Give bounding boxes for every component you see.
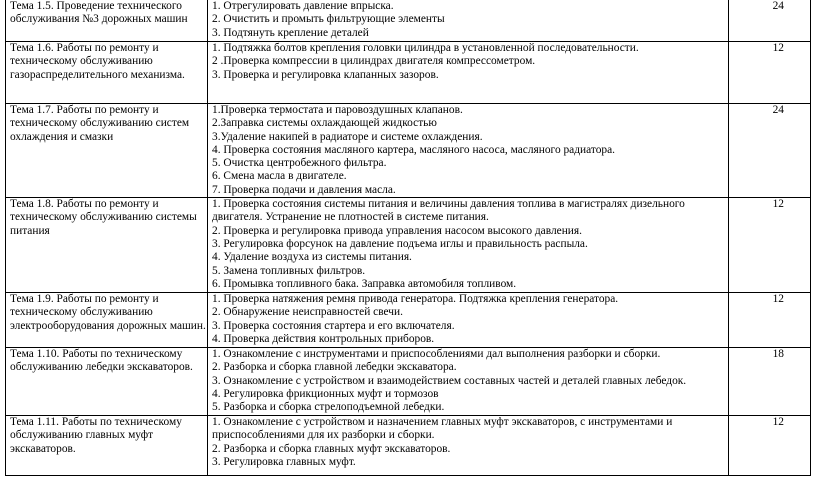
hours-cell: 18 bbox=[729, 348, 811, 416]
hours-cell: 12 bbox=[729, 198, 811, 293]
topic-cell: Тема 1.7. Работы по ремонту и техническому обслуживанию систем охлаждения и смазки bbox=[6, 104, 208, 198]
hours-cell: 12 bbox=[729, 42, 811, 104]
table-row bbox=[6, 416, 811, 476]
work-item: 2. Разборка и сборка главных муфт экскаваторов. bbox=[212, 442, 451, 455]
topic-cell: Тема 1.11. Работы по техническому обслуживанию главных муфт экскаваторов. bbox=[6, 416, 208, 476]
work-item: 3. Подтянуть крепление деталей bbox=[212, 26, 369, 39]
works-cell bbox=[208, 416, 729, 476]
work-item: 1. Ознакомление с инструментами и приспособлениями дал выполнения разборки и сборки. bbox=[212, 348, 661, 361]
practice-topics-table bbox=[5, 0, 811, 476]
work-item: 2. Очистить и промыть фильтрующие элементы bbox=[212, 13, 445, 26]
work-item: 2. Разборка и сборка главной лебедки экскаватора. bbox=[212, 361, 457, 374]
work-item: 3. Регулировка главных муфт. bbox=[212, 455, 356, 468]
work-item: 2. Обнаружение неисправностей свечи. bbox=[212, 306, 403, 319]
table-row bbox=[6, 198, 811, 293]
table-row bbox=[6, 0, 811, 42]
work-item: 5. Замена топливных фильтров. bbox=[212, 264, 366, 277]
topic-cell: Тема 1.8. Работы по ремонту и техническому обслуживанию системы питания bbox=[6, 198, 208, 293]
work-item: 1. Проверка натяжения ремня привода генератора. Подтяжка крепления генератора. bbox=[212, 293, 619, 306]
hours-cell: 24 bbox=[729, 104, 811, 198]
topic-cell: Тема 1.6. Работы по ремонту и техническому обслуживанию газораспределительного механизма. bbox=[6, 42, 208, 104]
works-cell bbox=[208, 293, 729, 348]
work-item: 1. Ознакомление с устройством и назначением главных муфт экскаваторов, с инструментами и приспособлениями для их разборки и сборки. bbox=[212, 416, 673, 442]
work-item: 4. Удаление воздуха из системы питания. bbox=[212, 251, 412, 264]
table-row bbox=[6, 348, 811, 416]
work-item: 1. Проверка состояния системы питания и величины давления топлива в магистралях дизельного двигателя. Устранение не плотностей в системе питания. bbox=[212, 198, 685, 224]
hours-cell: 12 bbox=[729, 293, 811, 348]
hours-cell: 24 bbox=[729, 0, 811, 42]
works-cell bbox=[208, 0, 729, 42]
table-row bbox=[6, 293, 811, 348]
table-row bbox=[6, 104, 811, 198]
works-cell bbox=[208, 348, 729, 416]
works-cell bbox=[208, 198, 729, 293]
table-row bbox=[6, 42, 811, 104]
work-item: 4. Проверка состояния масляного картера, масляного насоса, масляного радиатора. bbox=[212, 143, 616, 156]
work-item: 2. Проверка и регулировка привода управления насосом высокого давления. bbox=[212, 224, 582, 237]
work-item: 3. Регулировка форсунок на давление подъема иглы и правильность распыла. bbox=[212, 237, 588, 250]
work-item: 6. Смена масла в двигателе. bbox=[212, 170, 347, 183]
work-item: 5. Разборка и сборка стрелоподъемной лебедки. bbox=[212, 401, 445, 414]
work-item: 2.Заправка системы охлаждающей жидкостью bbox=[212, 117, 437, 130]
topic-cell: Тема 1.9. Работы по ремонту и техническому обслуживанию электрооборудования дорожных машин. bbox=[6, 293, 208, 348]
work-item: 3. Проверка и регулировка клапанных зазоров. bbox=[212, 68, 439, 81]
works-cell bbox=[208, 42, 729, 104]
work-item: 5. Очистка центробежного фильтра. bbox=[212, 157, 387, 170]
works-cell bbox=[208, 104, 729, 198]
work-item: 7. Проверка подачи и давления масла. bbox=[212, 183, 396, 196]
work-item: 3.Удаление накипей в радиаторе и системе охлаждения. bbox=[212, 130, 483, 143]
work-item: 1.Проверка термостата и паровоздушных клапанов. bbox=[212, 104, 463, 116]
work-item: 4. Регулировка фрикционных муфт и тормозов bbox=[212, 387, 439, 400]
hours-cell: 12 bbox=[729, 416, 811, 476]
work-item: 2 .Проверка компрессии в цилиндрах двигателя компрессометром. bbox=[212, 55, 536, 68]
work-item: 1. Отрегулировать давление впрыска. bbox=[212, 0, 394, 12]
work-item: 1. Подтяжка болтов крепления головки цилиндра в установленной последовательности. bbox=[212, 42, 639, 54]
work-item: 3. Ознакомление с устройством и взаимодействием составных частей и деталей главных лебедок. bbox=[212, 374, 687, 387]
work-item: 4. Проверка действия контрольных приборов. bbox=[212, 332, 435, 345]
topic-cell: Тема 1.5. Проведение технического обслуживания №3 дорожных машин bbox=[6, 0, 208, 42]
topic-cell: Тема 1.10. Работы по техническому обслуживанию лебедки экскаваторов. bbox=[6, 348, 208, 416]
work-item: 3. Проверка состояния стартера и его включателя. bbox=[212, 319, 455, 332]
work-item: 6. Промывка топливного бака. Заправка автомобиля топливом. bbox=[212, 277, 517, 290]
